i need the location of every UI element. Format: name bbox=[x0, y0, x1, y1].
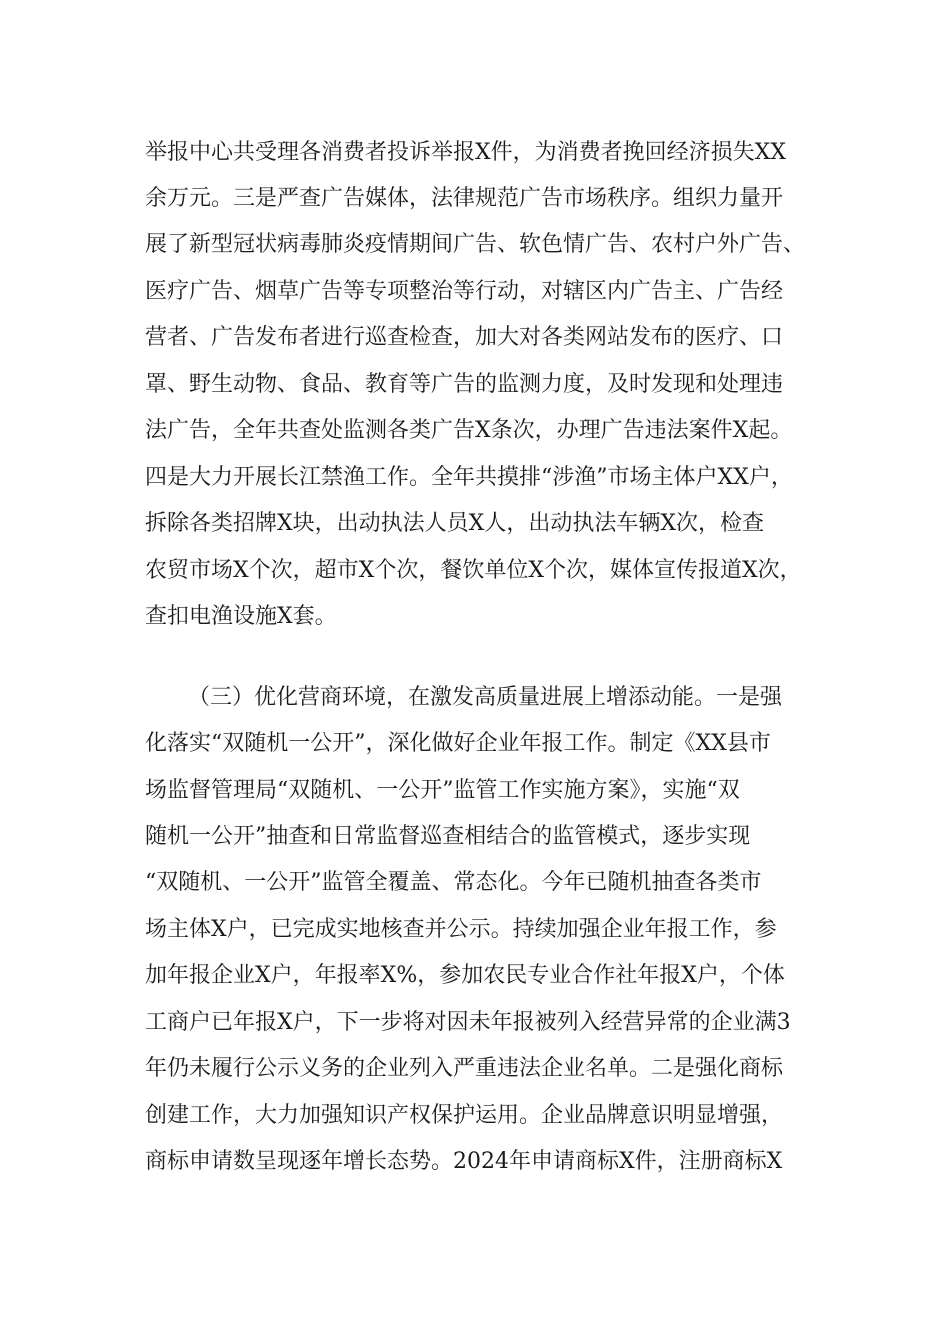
text-line: 余万元。三是严查广告媒体，法律规范广告市场秩序。组织力量开 bbox=[145, 186, 784, 211]
section-heading-line: （三）优化营商环境，在激发高质量进展上增添动能。一是强 bbox=[188, 685, 783, 710]
text-line: 工商户已年报X户，下一步将对因未年报被列入经营异常的企业满3 bbox=[145, 1010, 791, 1035]
text-line: 场监督管理局“双随机、一公开”监管工作实施方案》，实施“双 bbox=[145, 778, 740, 803]
text-line: 查扣电渔设施X套。 bbox=[145, 604, 337, 629]
text-line: 商标申请数呈现逐年增长态势。2024年申请商标X件，注册商标X bbox=[145, 1149, 783, 1174]
text-line: 场主体X户，已完成实地核查并公示。持续加强企业年报工作，参 bbox=[145, 917, 777, 942]
text-line: 法广告，全年共查处监测各类广告X条次，办理广告违法案件X起。 bbox=[145, 418, 793, 443]
text-line: 农贸市场X个次，超市X个次，餐饮单位X个次，媒体宣传报道X次， bbox=[145, 558, 802, 583]
text-line: 随机一公开”抽查和日常监督巡查相结合的监管模式，逐步实现 bbox=[145, 824, 751, 849]
text-line: 年仍未履行公示义务的企业列入严重违法企业名单。二是强化商标 bbox=[145, 1056, 784, 1081]
text-line: 展了新型冠状病毒肺炎疫情期间广告、软色情广告、农村户外广告、 bbox=[145, 232, 806, 257]
text-line: 四是大力开展长江禁渔工作。全年共摸排“涉渔”市场主体户XX户， bbox=[145, 465, 793, 490]
text-line: “双随机、一公开”监管全覆盖、常态化。今年已随机抽查各类市 bbox=[145, 870, 762, 895]
text-line: 化落实“双随机一公开”，深化做好企业年报工作。制定《XX县市 bbox=[145, 731, 771, 756]
text-line: 营者、广告发布者进行巡查检查，加大对各类网站发布的医疗、口 bbox=[145, 325, 784, 350]
text-line: 加年报企业X户，年报率X%，参加农民专业合作社年报X户，个体 bbox=[145, 963, 785, 988]
text-line: 举报中心共受理各消费者投诉举报X件，为消费者挽回经济损失XX bbox=[145, 140, 786, 165]
text-line: 罩、野生动物、食品、教育等广告的监测力度，及时发现和处理违 bbox=[145, 372, 784, 397]
text-line: 医疗广告、烟草广告等专项整治等行动，对辖区内广告主、广告经 bbox=[145, 279, 784, 304]
text-line: 拆除各类招牌X块，出动执法人员X人，出动执法车辆X次，检查 bbox=[145, 511, 764, 536]
text-line: 创建工作，大力加强知识产权保护运用。企业品牌意识明显增强， bbox=[145, 1103, 784, 1128]
